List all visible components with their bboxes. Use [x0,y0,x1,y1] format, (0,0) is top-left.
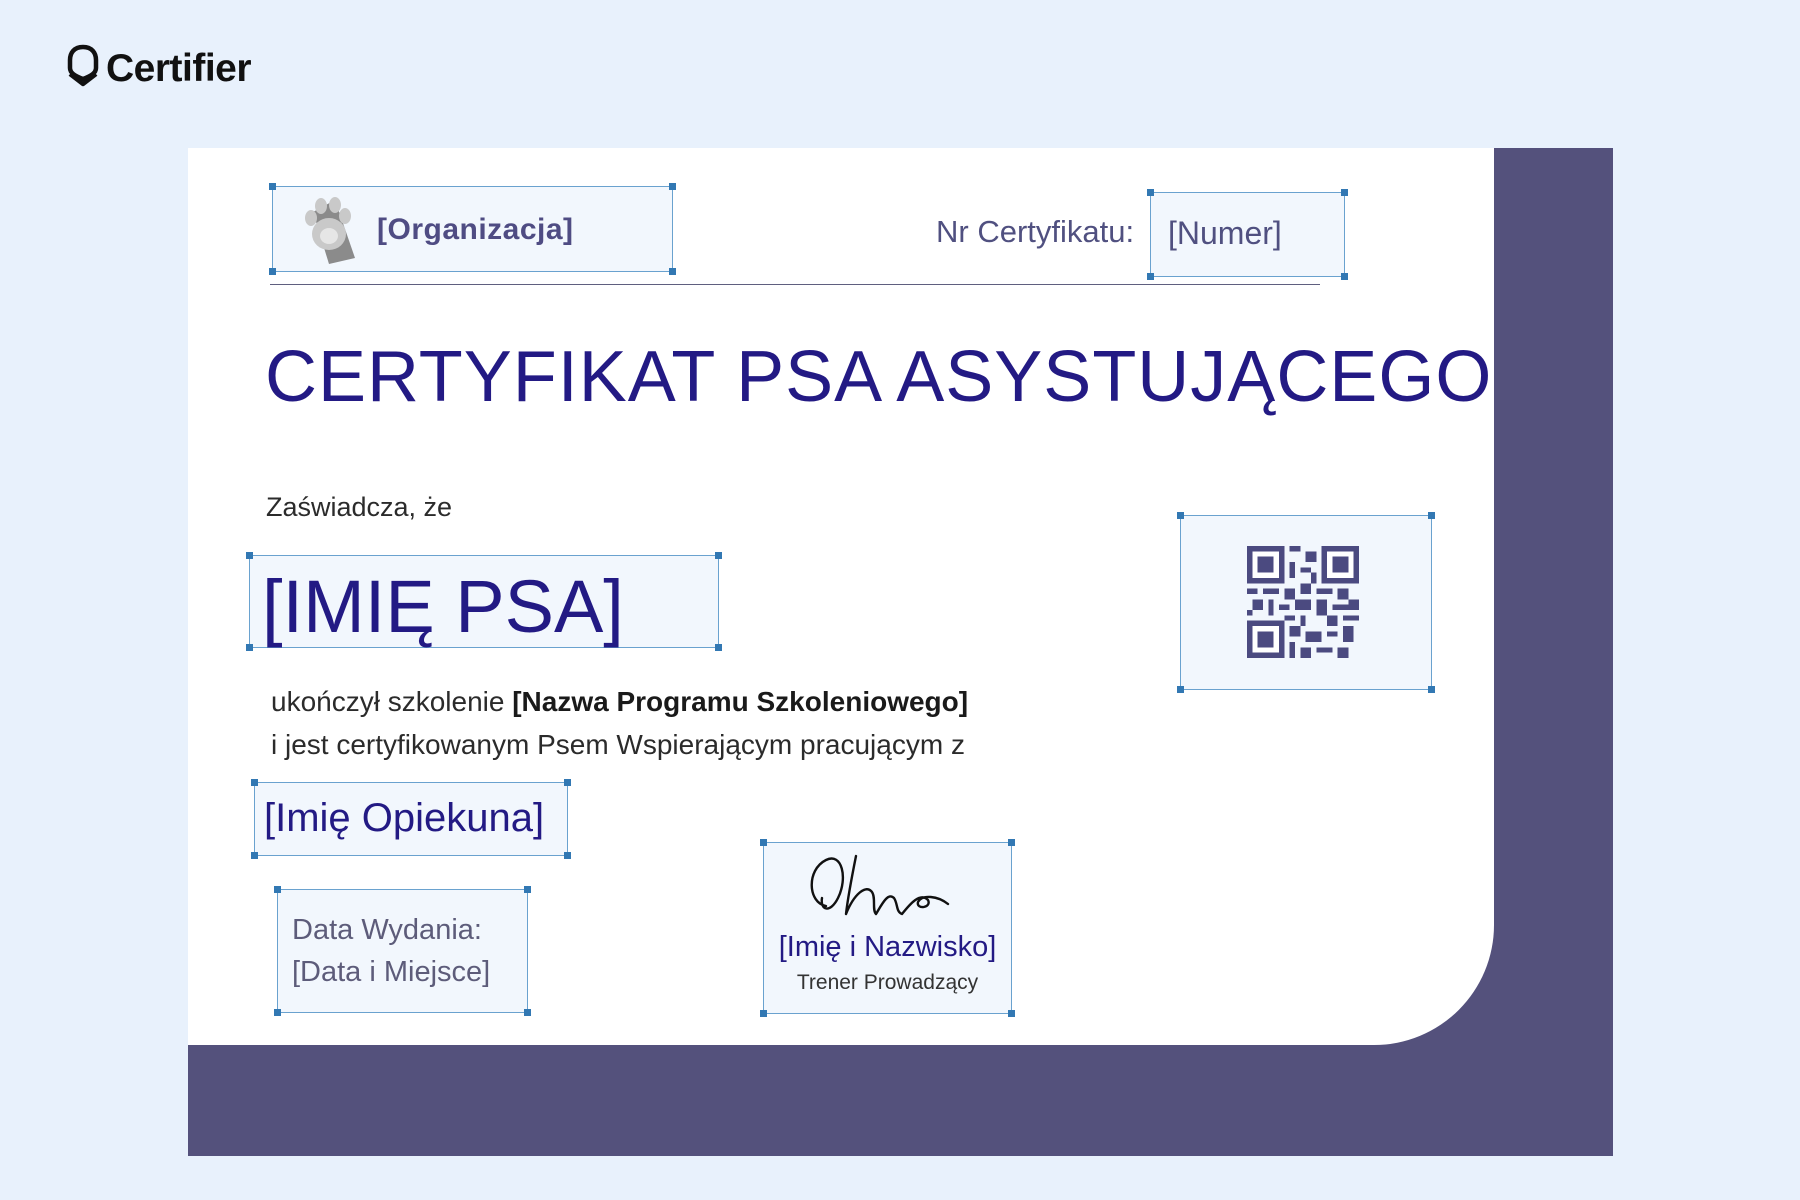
signatory-role: Trener Prowadzący [796,971,979,994]
resize-handle[interactable] [1341,189,1348,196]
brand-name: Certifier [106,46,252,90]
resize-handle[interactable] [1147,189,1154,196]
resize-handle[interactable] [274,886,281,893]
dog-name-field[interactable] [249,555,719,648]
resize-handle[interactable] [524,886,531,893]
signature-drawing [798,848,978,933]
certifies-text: Zaświadcza, że [266,492,453,522]
dog-name: [IMIĘ PSA] [262,565,624,648]
resize-handle[interactable] [564,852,571,859]
certificate-title: CERTYFIKAT PSA ASYSTUJĄCEGO [265,337,1493,417]
resize-handle[interactable] [760,1010,767,1017]
resize-handle[interactable] [1147,273,1154,280]
signature-field[interactable] [763,842,1012,1014]
resize-handle[interactable] [1428,686,1435,693]
header-divider [270,284,1320,285]
resize-handle[interactable] [269,268,276,275]
handler-name: [Imię Opiekuna] [264,796,545,840]
resize-handle[interactable] [269,183,276,190]
qr-code-field[interactable] [1180,515,1432,690]
resize-handle[interactable] [564,779,571,786]
shield-stack-icon [66,44,100,93]
issue-date-value: [Data i Miejsce] [292,956,491,988]
issue-date-label: Data Wydania: [292,914,482,946]
certified-line: i jest certyfikowanym Psem Wspierającym pracującym z [271,729,965,760]
resize-handle[interactable] [251,852,258,859]
resize-handle[interactable] [274,1009,281,1016]
certificate-number-value: [Numer] [1168,215,1282,251]
resize-handle[interactable] [1008,1010,1015,1017]
resize-handle[interactable] [246,644,253,651]
organization-field[interactable] [272,186,673,272]
resize-handle[interactable] [1177,512,1184,519]
completed-text: ukończył szkolenie [271,686,505,717]
resize-handle[interactable] [669,268,676,275]
resize-handle[interactable] [715,644,722,651]
resize-handle[interactable] [524,1009,531,1016]
resize-handle[interactable] [1341,273,1348,280]
resize-handle[interactable] [669,183,676,190]
certificate-number-field[interactable] [1150,192,1345,277]
resize-handle[interactable] [251,779,258,786]
resize-handle[interactable] [1008,839,1015,846]
certificate-number-label: Nr Certyfikatu: [936,214,1135,249]
resize-handle[interactable] [246,552,253,559]
resize-handle[interactable] [1177,686,1184,693]
program-name: [Nazwa Programu Szkoleniowego] [512,686,969,717]
resize-handle[interactable] [1428,512,1435,519]
signatory-name: [Imię i Nazwisko] [778,931,997,963]
qr-code-icon [1247,546,1359,663]
handler-name-field[interactable] [254,782,568,856]
paw-icon [299,192,359,273]
resize-handle[interactable] [760,839,767,846]
resize-handle[interactable] [715,552,722,559]
organization-name: [Organizacja] [377,213,574,246]
completion-line [271,686,968,718]
issue-date-field[interactable] [277,889,528,1013]
brand-logo[interactable] [66,44,251,93]
